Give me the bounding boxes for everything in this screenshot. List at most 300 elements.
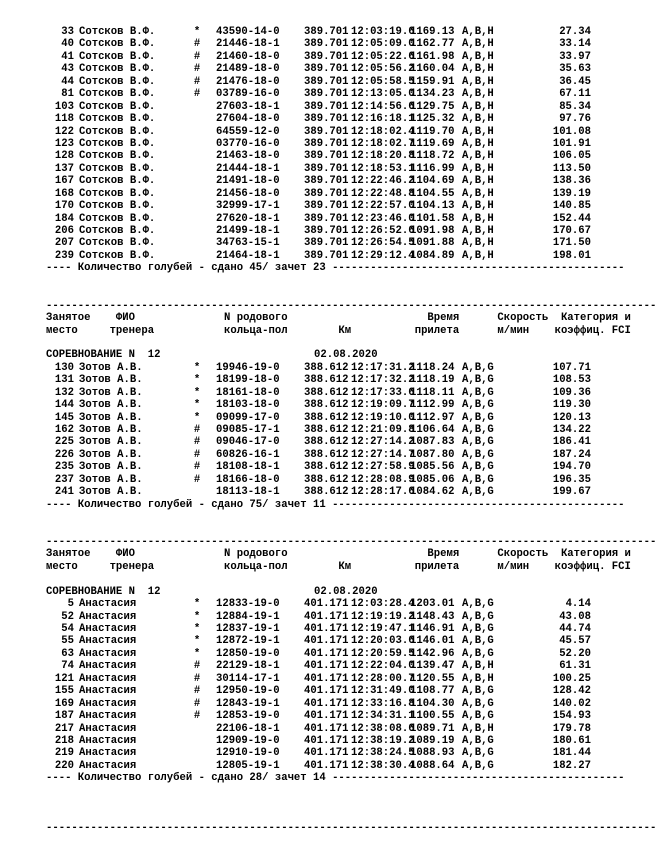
ring-number: 19946-19-0 <box>216 361 280 374</box>
table-row <box>46 163 591 175</box>
ring-number: 18161-18-0 <box>216 386 280 399</box>
speed-value: 1084.62 <box>410 486 455 499</box>
trainer-name: Зотов А.В. <box>79 486 143 499</box>
ring-number: 21491-18-0 <box>216 175 280 188</box>
ring-number: 12850-19-0 <box>216 647 280 660</box>
coefficient: 113.50 <box>552 162 591 175</box>
mark-symbol: # <box>193 88 201 101</box>
place-cell: 235 <box>54 461 74 474</box>
speed-value: 1119.70 <box>410 125 455 138</box>
ring-number: 27603-18-1 <box>216 100 280 113</box>
mark-symbol: * <box>193 399 201 412</box>
place-cell: 137 <box>54 162 74 175</box>
speed-value: 1146.91 <box>410 623 455 635</box>
trainer-name: Анастасия <box>79 710 137 723</box>
ring-number: 21444-18-1 <box>216 162 280 175</box>
distance-km: 401.171 <box>304 660 349 673</box>
column-header-line-2: место тренера кольца-пол Км прилета м/мин коэффиц. FCI <box>46 560 631 573</box>
category: A,B,H <box>462 113 494 126</box>
ring-number: 12910-19-0 <box>216 747 280 760</box>
category: A,B,H <box>462 26 494 38</box>
place-cell: 207 <box>54 237 74 250</box>
blank-line <box>46 524 591 536</box>
place-cell: 218 <box>54 734 74 747</box>
table-row <box>46 213 591 225</box>
trainer-name: Сотсков В.Ф. <box>79 137 156 150</box>
coefficient: 109.36 <box>552 386 591 399</box>
place-cell: 130 <box>54 361 74 374</box>
speed-value: 1162.77 <box>410 38 455 51</box>
trainer-name: Зотов А.В. <box>79 473 143 486</box>
category: A,B,G <box>462 386 494 399</box>
speed-value: 1203.01 <box>410 598 455 611</box>
arrival-time: 12:18:20.8 <box>351 150 415 163</box>
distance-km: 389.701 <box>304 113 349 126</box>
category: A,B,H <box>462 100 494 113</box>
trainer-name: Анастасия <box>79 759 137 772</box>
table-row <box>46 399 591 411</box>
ring-number: 18166-18-0 <box>216 473 280 486</box>
category: A,B,H <box>462 237 494 250</box>
distance-km: 401.171 <box>304 722 349 735</box>
table-row <box>46 188 591 200</box>
mark-symbol: * <box>193 361 201 374</box>
trainer-name: Зотов А.В. <box>79 424 143 436</box>
mark-symbol: # <box>193 436 201 449</box>
place-cell: 103 <box>54 100 74 113</box>
speed-value: 1142.96 <box>410 647 455 660</box>
speed-value: 1085.56 <box>410 461 455 474</box>
category: A,B,G <box>462 685 494 698</box>
coefficient: 187.24 <box>552 448 591 461</box>
distance-km: 401.171 <box>304 610 349 623</box>
coefficient: 101.91 <box>552 137 591 150</box>
distance-km: 401.171 <box>304 697 349 710</box>
place-cell: 54 <box>61 623 74 635</box>
results-section <box>46 535 656 785</box>
coefficient: 85.34 <box>559 100 591 113</box>
arrival-time: 12:19:09.7 <box>351 399 415 412</box>
arrival-time: 12:22:48.8 <box>351 187 415 200</box>
distance-km: 388.612 <box>304 374 349 387</box>
place-cell: 145 <box>54 411 74 424</box>
blank-line <box>46 287 591 299</box>
distance-km: 388.612 <box>304 424 349 436</box>
distance-km: 388.612 <box>304 473 349 486</box>
arrival-time: 12:33:16.8 <box>351 697 415 710</box>
mark-symbol: * <box>193 411 201 424</box>
coefficient: 180.61 <box>552 734 591 747</box>
ring-number: 21499-18-1 <box>216 225 280 237</box>
distance-km: 388.612 <box>304 486 349 499</box>
distance-km: 401.171 <box>304 747 349 760</box>
distance-km: 389.701 <box>304 150 349 163</box>
category: A,B,H <box>462 75 494 88</box>
results-section <box>46 26 625 275</box>
mark-symbol: * <box>193 374 201 387</box>
blank-line <box>46 810 591 822</box>
place-cell: 63 <box>61 647 74 660</box>
speed-value: 1091.98 <box>410 225 455 237</box>
arrival-time: 12:26:54.5 <box>351 237 415 250</box>
separator-line: ------------------------------------------------------------------------------------------------ <box>46 822 656 834</box>
table-row <box>46 673 591 685</box>
speed-value: 1104.55 <box>410 187 455 200</box>
distance-km: 389.701 <box>304 137 349 150</box>
ring-number: 64559-12-0 <box>216 125 280 138</box>
ring-number: 03789-16-0 <box>216 88 280 101</box>
table-row <box>46 26 591 38</box>
mark-symbol: # <box>193 50 201 63</box>
ring-number: 27620-18-1 <box>216 212 280 225</box>
place-cell: 170 <box>54 200 74 213</box>
place-cell: 74 <box>61 660 74 673</box>
category: A,B,G <box>462 436 494 449</box>
arrival-time: 12:22:57.0 <box>351 200 415 213</box>
mark-symbol: # <box>193 710 201 723</box>
place-cell: 187 <box>54 710 74 723</box>
mark-symbol: # <box>193 448 201 461</box>
category: A,B,H <box>462 125 494 138</box>
arrival-time: 12:38:08.6 <box>351 722 415 735</box>
distance-km: 389.701 <box>304 63 349 76</box>
distance-km: 389.701 <box>304 237 349 250</box>
table-row <box>46 101 591 113</box>
ring-number: 60826-16-1 <box>216 448 280 461</box>
distance-km: 389.701 <box>304 88 349 101</box>
arrival-time: 12:19:47.1 <box>351 623 415 635</box>
trainer-name: Зотов А.В. <box>79 374 143 387</box>
category: A,B,G <box>462 623 494 635</box>
place-cell: 217 <box>54 722 74 735</box>
category: A,B,G <box>462 411 494 424</box>
table-row <box>46 648 591 660</box>
speed-value: 1084.89 <box>410 249 455 262</box>
trainer-name: Анастасия <box>79 685 137 698</box>
arrival-time: 12:23:46.0 <box>351 212 415 225</box>
trainer-name: Сотсков В.Ф. <box>79 113 156 126</box>
place-cell: 40 <box>61 38 74 51</box>
place-cell: 162 <box>54 424 74 436</box>
table-row <box>46 710 591 722</box>
distance-km: 401.171 <box>304 685 349 698</box>
ring-number: 21456-18-0 <box>216 187 280 200</box>
category: A,B,G <box>462 399 494 412</box>
distance-km: 389.701 <box>304 100 349 113</box>
arrival-time: 12:05:58.5 <box>351 75 415 88</box>
arrival-time: 12:22:04.0 <box>351 660 415 673</box>
mark-symbol: # <box>193 473 201 486</box>
trainer-name: Зотов А.В. <box>79 411 143 424</box>
speed-value: 1139.47 <box>410 660 455 673</box>
mark-symbol: * <box>193 647 201 660</box>
speed-value: 1161.98 <box>410 50 455 63</box>
trainer-name: Анастасия <box>79 598 137 611</box>
table-row <box>46 436 591 448</box>
place-cell: 81 <box>61 88 74 101</box>
coefficient: 27.34 <box>559 26 591 38</box>
distance-km: 388.612 <box>304 399 349 412</box>
speed-value: 1089.71 <box>410 722 455 735</box>
place-cell: 168 <box>54 187 74 200</box>
coefficient: 107.71 <box>552 361 591 374</box>
table-row <box>46 76 591 88</box>
place-cell: 226 <box>54 448 74 461</box>
category: A,B,H <box>462 63 494 76</box>
blank-line <box>46 573 591 585</box>
distance-km: 401.171 <box>304 635 349 648</box>
category: A,B,G <box>462 598 494 611</box>
ring-number: 18103-18-0 <box>216 399 280 412</box>
coefficient: 33.14 <box>559 38 591 51</box>
table-row <box>46 51 591 63</box>
place-cell: 41 <box>61 50 74 63</box>
trainer-name: Сотсков В.Ф. <box>79 150 156 163</box>
ring-number: 09046-17-0 <box>216 436 280 449</box>
trainer-name: Анастасия <box>79 734 137 747</box>
coefficient: 199.67 <box>552 486 591 499</box>
competition-label: СОРЕВНОВАНИЕ N 12 <box>46 585 161 598</box>
distance-km: 389.701 <box>304 162 349 175</box>
ring-number: 12833-19-0 <box>216 598 280 611</box>
distance-km: 401.171 <box>304 598 349 611</box>
speed-value: 1101.58 <box>410 212 455 225</box>
distance-km: 388.612 <box>304 448 349 461</box>
ring-number: 12837-19-1 <box>216 623 280 635</box>
arrival-time: 12:31:49.0 <box>351 685 415 698</box>
competition-line <box>46 586 591 598</box>
category: A,B,H <box>462 672 494 685</box>
distance-km: 389.701 <box>304 249 349 262</box>
trainer-name: Анастасия <box>79 697 137 710</box>
ring-number: 03770-16-0 <box>216 137 280 150</box>
table-row <box>46 461 591 473</box>
arrival-time: 12:28:17.6 <box>351 486 415 499</box>
coefficient: 134.22 <box>552 424 591 436</box>
coefficient: 45.57 <box>559 635 591 648</box>
mark-symbol: # <box>193 697 201 710</box>
table-row <box>46 175 591 187</box>
mark-symbol: # <box>193 660 201 673</box>
mark-symbol: # <box>193 75 201 88</box>
category: A,B,H <box>462 225 494 237</box>
speed-value: 1169.13 <box>410 26 455 38</box>
speed-value: 1118.24 <box>410 361 455 374</box>
trainer-name: Анастасия <box>79 722 137 735</box>
trainer-name: Зотов А.В. <box>79 436 143 449</box>
category: A,B,G <box>462 734 494 747</box>
arrival-time: 12:14:56.6 <box>351 100 415 113</box>
table-row <box>46 113 591 125</box>
mark-symbol: * <box>193 386 201 399</box>
coefficient: 138.36 <box>552 175 591 188</box>
category: A,B,H <box>462 200 494 213</box>
category: A,B,G <box>462 374 494 387</box>
table-row <box>46 747 591 759</box>
distance-km: 401.171 <box>304 672 349 685</box>
place-cell: 43 <box>61 63 74 76</box>
coefficient: 170.67 <box>552 225 591 237</box>
category: A,B,G <box>462 610 494 623</box>
trainer-name: Сотсков В.Ф. <box>79 175 156 188</box>
ring-number: 32999-17-1 <box>216 200 280 213</box>
trainer-name: Сотсков В.Ф. <box>79 237 156 250</box>
trainer-name: Сотсков В.Ф. <box>79 50 156 63</box>
trainer-name: Анастасия <box>79 647 137 660</box>
ring-number: 22129-18-1 <box>216 660 280 673</box>
summary-line: ---- Количество голубей - сдано 45/ зачет 23 ---------------------------------------------- <box>46 262 625 275</box>
column-header-line-2: место тренера кольца-пол Км прилета м/мин коэффиц. FCI <box>46 324 631 337</box>
trainer-name: Зотов А.В. <box>79 448 143 461</box>
arrival-time: 12:05:56.2 <box>351 63 415 76</box>
speed-value: 1134.23 <box>410 88 455 101</box>
separator-line: ------------------------------------------------------------------------------------------------ <box>46 535 656 548</box>
table-row <box>46 474 591 486</box>
arrival-time: 12:38:30.4 <box>351 759 415 772</box>
speed-value: 1129.75 <box>410 100 455 113</box>
distance-km: 389.701 <box>304 75 349 88</box>
ring-number: 12884-19-1 <box>216 610 280 623</box>
speed-value: 1100.55 <box>410 710 455 723</box>
trainer-name: Зотов А.В. <box>79 399 143 412</box>
place-cell: 169 <box>54 697 74 710</box>
arrival-time: 12:03:28.4 <box>351 598 415 611</box>
distance-km: 389.701 <box>304 212 349 225</box>
blank-line <box>46 797 591 809</box>
trainer-name: Зотов А.В. <box>79 386 143 399</box>
trainer-name: Анастасия <box>79 660 137 673</box>
place-cell: 118 <box>54 113 74 126</box>
ring-number: 21463-18-0 <box>216 150 280 163</box>
distance-km: 389.701 <box>304 200 349 213</box>
category: A,B,G <box>462 424 494 436</box>
blank-line <box>46 785 591 797</box>
place-cell: 131 <box>54 374 74 387</box>
mark-symbol: # <box>193 38 201 51</box>
speed-value: 1087.83 <box>410 436 455 449</box>
ring-number: 18113-18-1 <box>216 486 280 499</box>
category: A,B,G <box>462 759 494 772</box>
ring-number: 27604-18-0 <box>216 113 280 126</box>
table-row <box>46 611 591 623</box>
category: A,B,H <box>462 162 494 175</box>
table-row <box>46 138 591 150</box>
place-cell: 5 <box>67 598 74 611</box>
place-cell: 241 <box>54 486 74 499</box>
coefficient: 140.85 <box>552 200 591 213</box>
arrival-time: 12:13:05.0 <box>351 88 415 101</box>
distance-km: 389.701 <box>304 175 349 188</box>
category: A,B,G <box>462 448 494 461</box>
speed-value: 1089.19 <box>410 734 455 747</box>
coefficient: 52.20 <box>559 647 591 660</box>
coefficient: 154.93 <box>552 710 591 723</box>
trainer-name: Сотсков В.Ф. <box>79 38 156 51</box>
arrival-time: 12:38:24.5 <box>351 747 415 760</box>
competition-date: 02.08.2020 <box>314 585 378 598</box>
speed-value: 1160.04 <box>410 63 455 76</box>
arrival-time: 12:21:09.8 <box>351 424 415 436</box>
ring-number: 09085-17-1 <box>216 424 280 436</box>
speed-value: 1148.43 <box>410 610 455 623</box>
category: A,B,H <box>462 722 494 735</box>
distance-km: 389.701 <box>304 187 349 200</box>
speed-value: 1104.30 <box>410 697 455 710</box>
trainer-name: Сотсков В.Ф. <box>79 75 156 88</box>
arrival-time: 12:16:18.1 <box>351 113 415 126</box>
table-row <box>46 723 591 735</box>
arrival-time: 12:19:19.2 <box>351 610 415 623</box>
table-row <box>46 150 591 162</box>
table-row <box>46 38 591 50</box>
category: A,B,H <box>462 249 494 262</box>
arrival-time: 12:20:03.6 <box>351 635 415 648</box>
coefficient: 106.05 <box>552 150 591 163</box>
speed-value: 1159.91 <box>410 75 455 88</box>
table-row <box>46 623 591 635</box>
ring-number: 18108-18-1 <box>216 461 280 474</box>
category: A,B,H <box>462 50 494 63</box>
competition-line <box>46 349 591 361</box>
blank-line <box>46 337 591 349</box>
category: A,B,G <box>462 486 494 499</box>
trainer-name: Сотсков В.Ф. <box>79 125 156 138</box>
distance-km: 388.612 <box>304 436 349 449</box>
coefficient: 35.63 <box>559 63 591 76</box>
coefficient: 196.35 <box>552 473 591 486</box>
table-row <box>46 362 591 374</box>
table-row <box>46 387 591 399</box>
coefficient: 43.08 <box>559 610 591 623</box>
place-cell: 123 <box>54 137 74 150</box>
table-row <box>46 660 591 672</box>
arrival-time: 12:29:12.4 <box>351 249 415 262</box>
table-row <box>46 424 591 436</box>
speed-value: 1091.88 <box>410 237 455 250</box>
speed-value: 1118.72 <box>410 150 455 163</box>
speed-value: 1146.01 <box>410 635 455 648</box>
category: A,B,G <box>462 473 494 486</box>
place-cell: 128 <box>54 150 74 163</box>
distance-km: 401.171 <box>304 734 349 747</box>
place-cell: 237 <box>54 473 74 486</box>
table-row <box>46 685 591 697</box>
blank-line <box>46 275 591 287</box>
coefficient: 67.11 <box>559 88 591 101</box>
category: A,B,G <box>462 635 494 648</box>
ring-number: 12805-19-1 <box>216 759 280 772</box>
summary-line: ---- Количество голубей - сдано 75/ зачет 11 ---------------------------------------------- <box>46 498 625 511</box>
ring-number: 34763-15-1 <box>216 237 280 250</box>
arrival-time: 12:19:10.0 <box>351 411 415 424</box>
category: A,B,H <box>462 150 494 163</box>
speed-value: 1088.64 <box>410 759 455 772</box>
speed-value: 1119.69 <box>410 137 455 150</box>
distance-km: 389.701 <box>304 225 349 237</box>
blank-line <box>46 511 591 523</box>
trainer-name: Сотсков В.Ф. <box>79 212 156 225</box>
ring-number: 18199-18-0 <box>216 374 280 387</box>
place-cell: 167 <box>54 175 74 188</box>
category: A,B,H <box>462 175 494 188</box>
table-row <box>46 200 591 212</box>
ring-number: 43590-14-0 <box>216 26 280 38</box>
coefficient: 36.45 <box>559 75 591 88</box>
coefficient: 152.44 <box>552 212 591 225</box>
arrival-time: 12:27:14.2 <box>351 436 415 449</box>
table-row <box>46 698 591 710</box>
table-row <box>46 126 591 138</box>
